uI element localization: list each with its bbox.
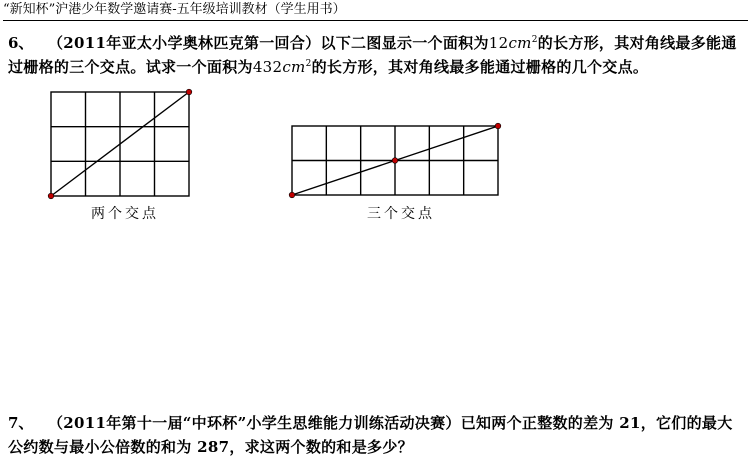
question-7-line-2: 公约数与最小公倍数的和为 287，求这两个数的和是多少？	[8, 438, 413, 456]
q6-line2-text-b: 的长方形，其对角线最多能通过栅格的几个交点。	[311, 58, 649, 76]
q6-area-2-value: 432	[252, 58, 283, 76]
header-title: “新知杯”沪港少年数学邀请赛-五年级培训教材（学生用书）	[3, 2, 346, 17]
q6-area-exp-1: 2	[531, 35, 538, 45]
diagonal-midpoint-dot	[392, 158, 398, 164]
diagonal-endpoint-dot	[495, 123, 501, 129]
q6-line1-text-b: 的长方形，其对角线最多能通	[537, 34, 737, 52]
question-6-number: 6、	[8, 34, 34, 52]
question-6-line-2	[8, 56, 648, 77]
question-7-number: 7、	[8, 414, 34, 432]
q6-line1-text-a: （2011年亚太小学奥林匹克第一回合）以下二图显示一个面积为	[48, 34, 489, 52]
q6-area-unit-2: cm	[282, 58, 306, 76]
diagonal-endpoint-dot	[48, 193, 54, 199]
figure-1-caption: 两个交点	[91, 206, 159, 222]
figure-grid-4x3	[46, 87, 196, 202]
question-7-line-1: （2011年第十一届“中环杯”小学生思维能力训练活动决赛）已知两个正整数的差为 21，它们的最大	[48, 414, 733, 432]
q6-area-exp-2: 2	[305, 59, 312, 69]
document-header	[3, 0, 748, 21]
question-6-line-1	[48, 32, 737, 53]
figure-2-caption: 三个交点	[367, 206, 435, 222]
q6-line2-text-a: 过栅格的三个交点。试求一个面积为	[8, 58, 253, 76]
q6-area-unit-1: cm	[508, 34, 532, 52]
figure-grid-6x2	[287, 121, 503, 201]
grid-lines-4x3	[51, 92, 189, 196]
diagonal-endpoint-dot	[289, 192, 295, 198]
q6-area-1-value: 12	[488, 34, 509, 52]
diagonal-endpoint-dot	[186, 89, 192, 95]
